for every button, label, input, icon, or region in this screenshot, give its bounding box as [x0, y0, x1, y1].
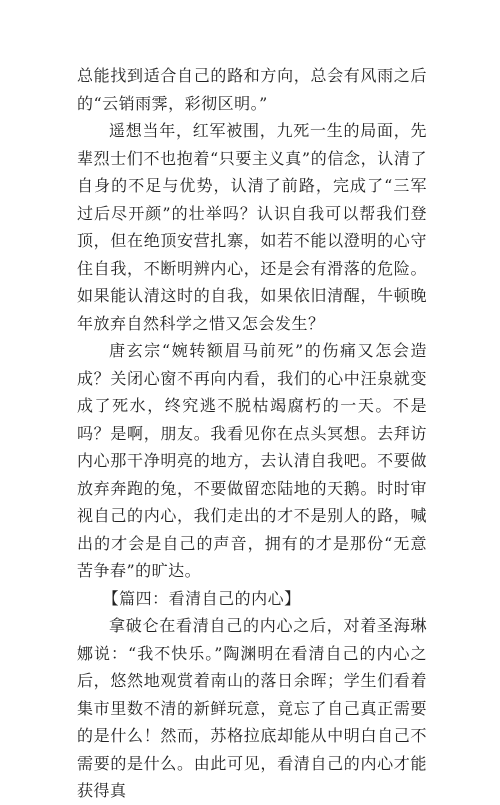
paragraph-continuation: 总能找到适合自己的路和方向，总会有风雨之后的“云销雨霁，彩彻区明。” — [77, 66, 427, 113]
paragraph-red-army: 遥想当年，红军被围，九死一生的局面，先辈烈士们不也抱着“只要主义真”的信念，认清了自身的不足与优势，认清了前路，完成了“三军过后尽开颜”的壮举吗？认识自我可以帮我们登顶，但在绝顶安营扎寨，如若不能以澄明的心守住自我，不断明辨内心，还是会有滑落的危险。如果能认清这时的自我，如果依旧清醒，牛顿晚年放弃自然科学之惜又怎会发生？ — [77, 121, 427, 333]
paragraph-napoleon: 拿破仑在看清自己的内心之后，对着圣海琳娜说：“我不快乐。”陶渊明在看清自己的内心之后，悠然地观赏着南山的落日余晖；学生们看着集市里数不清的新鲜玩意，竟忘了自己真正需要的是什么！然而，苏格拉底却能从中明白自己不需要的是什么。由此可见，看清自己的内心才能获得真 — [77, 616, 427, 800]
section-heading: 【篇四：看清自己的内心】 — [102, 588, 301, 608]
paragraph-tang-xuanzong: 唐玄宗“婉转额眉马前死”的伤痛又怎会造成？关闭心窗不再向内看，我们的心中汪泉就变成了死水，终究逃不脱枯竭腐朽的一天。不是吗？是啊，朋友。我看见你在点头冥想。去拜访内心那干净明亮的地方，去认清自我吧。不要做放弃奔跑的兔，不要做留恋陆地的天鹅。时时审视自己的内心，我们走出的才不是别人的路，喊出的才会是自己的声音，拥有的才是那份“无意苦争春”的旷达。 — [77, 341, 427, 580]
document-body — [77, 62, 427, 805]
